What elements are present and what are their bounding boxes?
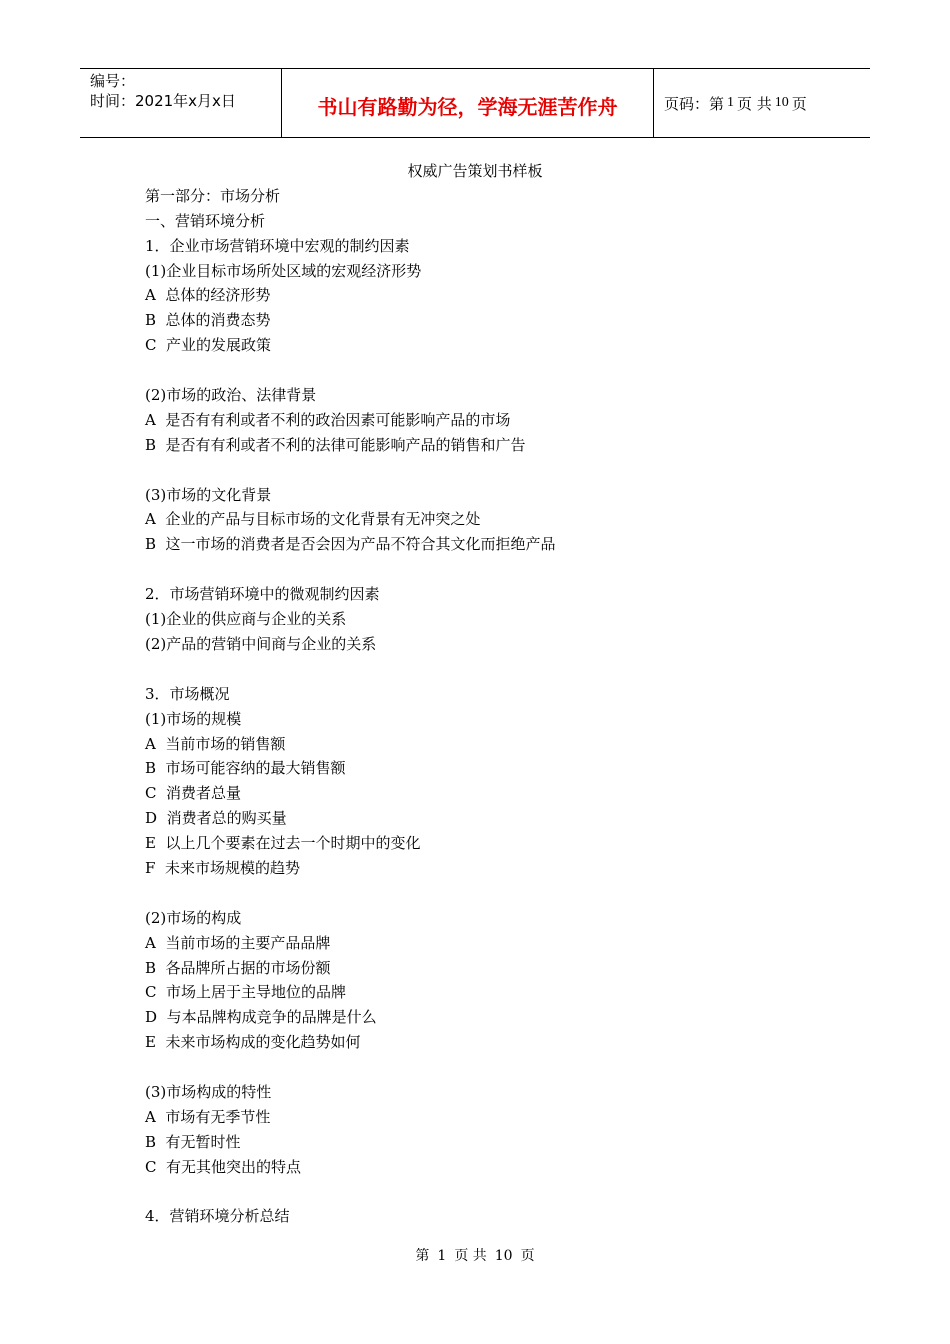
document-title: 权威广告策划书样板: [407, 162, 543, 180]
document-line: 2．市场营销环境中的微观制约因素: [145, 585, 380, 604]
footer-page-total: 10: [494, 1248, 513, 1264]
document-line: (2)市场的政治、法律背景: [145, 386, 317, 405]
blank-line: [145, 358, 835, 383]
footer-mid: 页 共: [454, 1248, 487, 1264]
document-line: A 企业的产品与目标市场的文化背景有无冲突之处: [145, 510, 481, 529]
document-line: C 消费者总量: [145, 784, 242, 803]
document-line: D 与本品牌构成竞争的品牌是什么: [145, 1008, 377, 1027]
document-line: (2)市场的构成: [145, 908, 242, 927]
header-meta: [80, 69, 282, 137]
document-line: 第一部分：市场分析: [145, 186, 281, 205]
document-line: (1)市场的规模: [145, 709, 242, 728]
document-line: 4．营销环境分析总结: [145, 1207, 290, 1226]
document-line: A 总体的经济形势: [145, 286, 271, 305]
document-line: C 有无其他突出的特点: [145, 1157, 302, 1176]
footer-suffix: 页: [520, 1248, 535, 1264]
document-line: B 这一市场的消费者是否会因为产品不符合其文化而拒绝产品: [145, 535, 556, 554]
document-line: D 消费者总的购买量: [145, 809, 287, 828]
time-label: 时间：2021年x月x日: [90, 92, 236, 110]
blank-line: [145, 557, 835, 582]
document-line: 3．市场概况: [145, 684, 230, 703]
document-line: B 总体的消费态势: [145, 311, 271, 330]
document-line: B 有无暂时性: [145, 1132, 241, 1151]
document-line: A 当前市场的主要产品品牌: [145, 933, 331, 952]
document-line: (3)市场构成的特性: [145, 1082, 272, 1101]
document-line: (2)产品的营销中间商与企业的关系: [145, 634, 377, 653]
page-header: [80, 68, 870, 138]
blank-line: [145, 458, 835, 483]
document-line: (1)企业的供应商与企业的关系: [145, 610, 347, 629]
document-line: A 市场有无季节性: [145, 1107, 271, 1126]
document-line: 一、营销环境分析: [145, 211, 266, 230]
blank-line: [145, 1055, 835, 1080]
document-line: A 当前市场的销售额: [145, 734, 286, 753]
blank-line: [145, 881, 835, 906]
page-total: 10: [774, 95, 789, 110]
document-line: B 是否有有利或者不利的法律可能影响产品的销售和广告: [145, 435, 526, 454]
document-line: B 市场可能容纳的最大销售额: [145, 759, 346, 778]
document-lines: [145, 184, 835, 1229]
blank-line: [145, 657, 835, 682]
page-mid: 页 共: [737, 94, 772, 113]
document-body: [145, 159, 835, 1229]
document-line: B 各品牌所占据的市场份额: [145, 958, 331, 977]
document-line: C 产业的发展政策: [145, 336, 272, 355]
document-line: (3)市场的文化背景: [145, 485, 272, 504]
page-prefix: 页码：第: [664, 94, 725, 113]
serial-label: 编号：: [90, 72, 136, 90]
document-line: A 是否有有利或者不利的政治因素可能影响产品的市场: [145, 410, 511, 429]
footer-page-number: 1: [437, 1248, 447, 1264]
document-line: 1．企业市场营销环境中宏观的制约因素: [145, 236, 410, 255]
page-suffix: 页: [791, 94, 807, 113]
blank-line: [145, 1180, 835, 1205]
document-line: (1)企业目标市场所处区域的宏观经济形势: [145, 261, 422, 280]
page-number: 1: [727, 95, 735, 110]
document-line: E 以上几个要素在过去一个时期中的变化: [145, 834, 421, 853]
header-motto: 书山有路勤为径，学海无涯苦作舟: [282, 69, 654, 137]
header-page-info: [654, 69, 870, 137]
document-line: C 市场上居于主导地位的品牌: [145, 983, 347, 1002]
document-line: E 未来市场构成的变化趋势如何: [145, 1033, 361, 1052]
document-line: F 未来市场规模的趋势: [145, 858, 300, 877]
footer-prefix: 第: [415, 1248, 430, 1264]
page-footer: [0, 1245, 950, 1265]
